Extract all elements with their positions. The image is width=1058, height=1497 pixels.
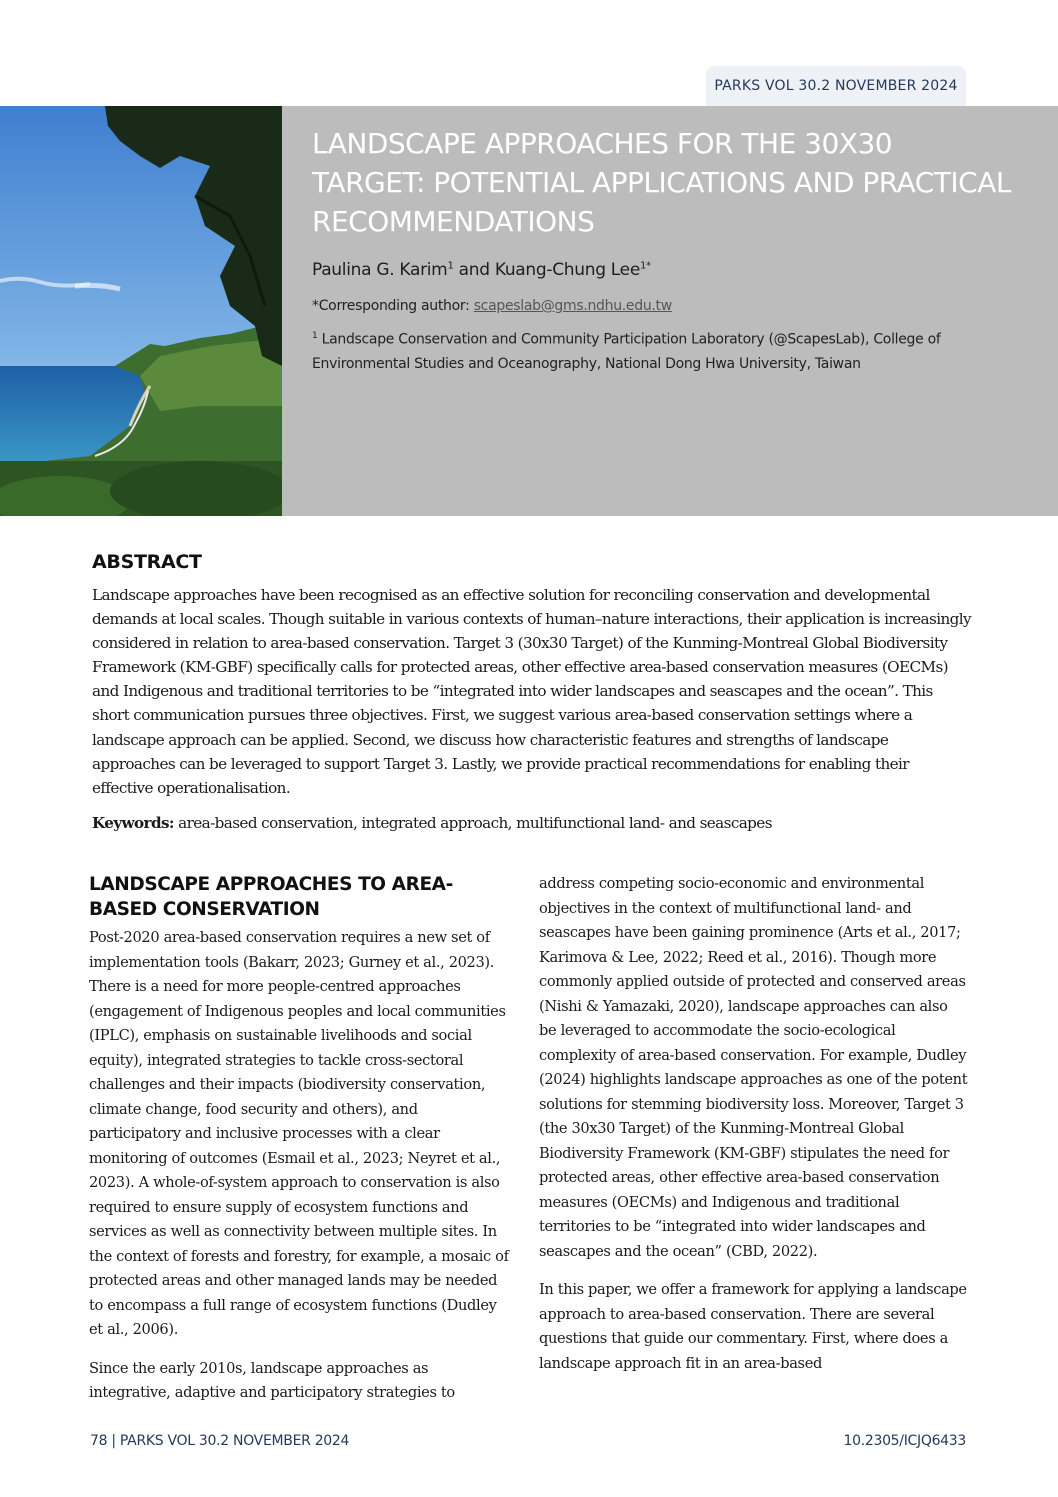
journal-issue-badge: PARKS VOL 30.2 NOVEMBER 2024 [706, 66, 966, 106]
affiliation-marker: 1 [312, 331, 318, 341]
body-paragraph: address competing socio-economic and environmental objectives in the context of multifunctional land- and seascapes have been gaining prominence (Arts et al., 2017; Karimova & Lee, 2022; Reed et al., 2016). Though more commonly applied outside of protected and conserved areas (Nishi & Yamazaki, 2020), landscape approaches can also be leveraged to accommodate the socio-ecological complexity of area-based conservation. For example, Dudley (2024) highlights landscape approaches as one of the potent solutions for stemming biodiversity loss. Moreover, Target 3 (the 30x30 Target) of the Kunming-Montreal Global Biodiversity Framework (KM-GBF) stipulates the need for protected areas, other effective area-based conservation measures (OECMs) and Indigenous and traditional territories to be “integrated into wider landscapes and seascapes and the ocean” (CBD, 2022). [539, 875, 968, 1260]
author-name: Kuang-Chung Lee [494, 260, 640, 280]
author-connector: and [453, 260, 495, 280]
keywords-label: Keywords: [92, 814, 174, 832]
body-paragraph: Post-2020 area-based conservation requires a new set of implementation tools (Bakarr, 2023; Gurney et al., 2023). There is a need for more people-centred approaches (engagement of Indigenous peoples and local communities (IPLC), emphasis on sustainable livelihoods and social equity), integrated strategies to tackle cross-sectoral challenges and their impacts (biodiversity conservation, climate change, food security and others), and participatory and inclusive processes with a clear monitoring of outcomes (Esmail et al., 2023; Neyret et al., 2023). A whole-of-system approach to conservation is also required to ensure supply of ecosystem functions and services as well as connectivity between multiple sites. In the context of forests and forestry, for example, a mosaic of protected areas and other managed lands may be needed to encompass a full range of ecosystem functions (Dudley et al., 2006). [89, 929, 509, 1338]
author-name: Paulina G. Karim [312, 260, 448, 280]
corresponding-author [312, 298, 672, 314]
body-paragraph: Since the early 2010s, landscape approaches as integrative, adaptive and participatory strategies to [89, 1359, 455, 1401]
page-footer-citation: 78 | PARKS VOL 30.2 NOVEMBER 2024 [90, 1433, 350, 1449]
affiliation-marker: 1* [639, 260, 651, 272]
affiliation-text: Landscape Conservation and Community Participation Laboratory (@ScapesLab), College of Environmental Studies and Oceanography, National Dong Hwa University, Taiwan [312, 331, 941, 372]
author-email-link[interactable]: scapeslab@gms.ndhu.edu.tw [473, 298, 672, 314]
affiliation-marker: 1 [447, 260, 454, 272]
body-column-right [539, 872, 969, 1390]
abstract-heading: ABSTRACT [92, 551, 202, 573]
corresponding-label: *Corresponding author: [312, 298, 474, 314]
keywords [92, 814, 972, 832]
body-column-left [89, 872, 509, 1420]
cover-photo [0, 106, 282, 516]
abstract-body: Landscape approaches have been recognised as an effective solution for reconciling conservation and developmental demands at local scales. Though suitable in various contexts of human–nature interactions, their application is increasingly considered in relation to area-based conservation. Target 3 (30x30 Target) of the Kunming-Montreal Global Biodiversity Framework (KM-GBF) specifically calls for protected areas, other effective area-based conservation measures (OECMs) and Indigenous and traditional territories to be “integrated into wider landscapes and seascapes and the ocean”. This short communication pursues three objectives. First, we suggest various area-based conservation settings where a landscape approach can be applied. Second, we discuss how characteristic features and strengths of landscape approaches can be leveraged to support Target 3. Lastly, we provide practical recommendations for enabling their effective operationalisation. [92, 586, 971, 797]
author-list [312, 260, 651, 280]
section-heading: LANDSCAPE APPROACHES TO AREA-BASED CONSERVATION [89, 874, 453, 920]
keywords-list: area-based conservation, integrated approach, multifunctional land- and seascapes [173, 814, 772, 832]
affiliation [312, 324, 992, 376]
doi-link[interactable]: 10.2305/ICJQ6433 [843, 1433, 966, 1449]
article-title: LANDSCAPE APPROACHES FOR THE 30X30 TARGET: POTENTIAL APPLICATIONS AND PRACTICAL RECOMMENDATIONS [312, 127, 1011, 238]
body-paragraph: In this paper, we offer a framework for applying a landscape approach to area-based conservation. There are several questions that guide our commentary. First, where does a landscape approach fit in an area-based [539, 1281, 967, 1372]
coastal-landscape-image [0, 106, 282, 516]
